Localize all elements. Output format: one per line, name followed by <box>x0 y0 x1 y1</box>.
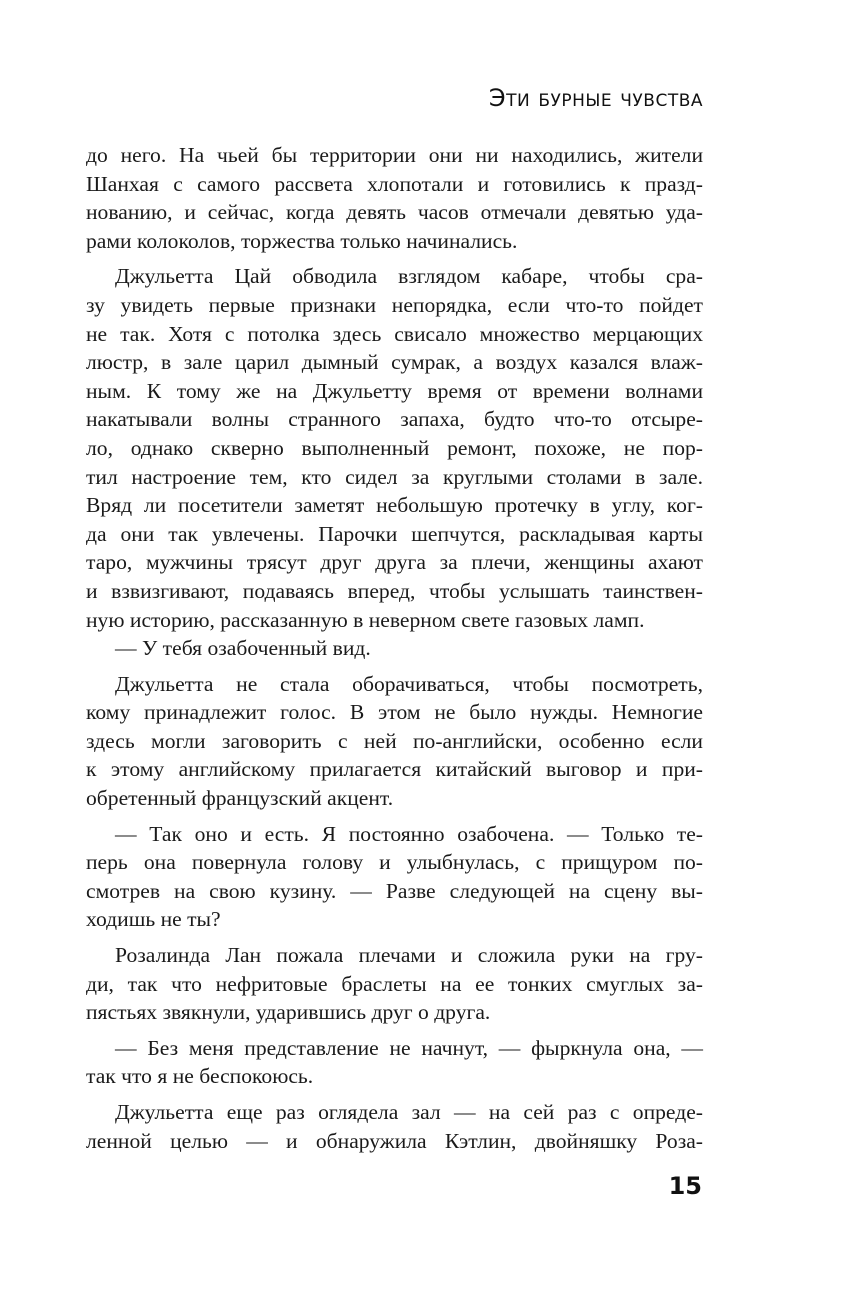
text-line: — У тебя озабоченный вид. <box>115 636 371 661</box>
text-line: и взвизгивают, подаваясь вперед, чтобы услышать таинствен- <box>86 578 703 603</box>
text-line: Шанхая с самого рассвета хлопотали и готовились к празд- <box>86 171 703 196</box>
text-line: Вряд ли посетители заметят небольшую протечку в углу, ког- <box>86 493 703 518</box>
text-line: Розалинда Лан пожала плечами и сложила руки на гру- <box>115 943 703 968</box>
text-line: так что я не беспокоюсь. <box>86 1064 314 1089</box>
text-line: — Так оно и есть. Я постоянно озабочена. — Только те- <box>115 821 703 846</box>
text-line: ди, так что нефритовые браслеты на ее тонких смуглых за- <box>86 971 703 996</box>
text-line: ходишь не ты? <box>86 907 221 932</box>
running-header: Эти бурные чувства <box>488 84 703 112</box>
text-line: Джульетта Цай обводила взглядом кабаре, чтобы сра- <box>115 264 703 289</box>
text-line: обретенный французский акцент. <box>86 786 394 811</box>
text-line: здесь могли заговорить с ней по-английски, особенно если <box>86 728 703 753</box>
text-line: ленной целью — и обнаружила Кэтлин, двойняшку Роза- <box>86 1128 703 1153</box>
text-line: смотрев на свою кузину. — Разве следующей на сцену вы- <box>86 878 703 903</box>
text-line: до него. На чьей бы территории они ни находились, жители <box>86 143 703 167</box>
text-line: да они так увлечены. Парочки шепчутся, раскладывая карты <box>86 521 703 546</box>
text-line: ным. К тому же на Джульетту время от времени волнами <box>86 378 703 403</box>
text-line: тил настроение тем, кто сидел за круглыми столами в зале. <box>86 464 703 489</box>
text-line: люстр, в зале царил дымный сумрак, а воздух казался влаж- <box>86 350 703 375</box>
text-line: нованию, и сейчас, когда девять часов отмечали девятью уда- <box>86 200 703 225</box>
body-text <box>86 141 703 1155</box>
text-line: ную историю, рассказанную в неверном свете газовых ламп. <box>86 607 645 632</box>
text-line: пястьях звякнули, ударившись друг о друга. <box>86 1000 491 1025</box>
text-line: таро, мужчины трясут друг друга за плечи, женщины ахают <box>86 550 703 575</box>
text-line: рами колоколов, торжества только начинались. <box>86 228 518 253</box>
text-line: накатывали волны странного запаха, будто что-то отсыре- <box>86 407 703 432</box>
text-line: зу увидеть первые признаки непорядка, если что-то пойдет <box>86 292 703 317</box>
text-line: перь она повернула голову и улыбнулась, с прищуром по- <box>86 850 703 875</box>
text-line: Джульетта еще раз оглядела зал — на сей раз с опреде- <box>115 1100 703 1124</box>
text-line: — Без меня представление не начнут, — фыркнула она, — <box>115 1035 703 1060</box>
text-line: не так. Хотя с потолка здесь свисало множество мерцающих <box>86 321 703 346</box>
page-number: 15 <box>668 1172 702 1200</box>
text-line: к этому английскому прилагается китайский выговор и при- <box>86 757 703 782</box>
text-line: Джульетта не стала оборачиваться, чтобы посмотреть, <box>115 671 703 696</box>
text-line: ло, однако скверно выполненный ремонт, похоже, не пор- <box>86 435 703 460</box>
text-line: кому принадлежит голос. В этом не было нужды. Немногие <box>86 700 703 725</box>
